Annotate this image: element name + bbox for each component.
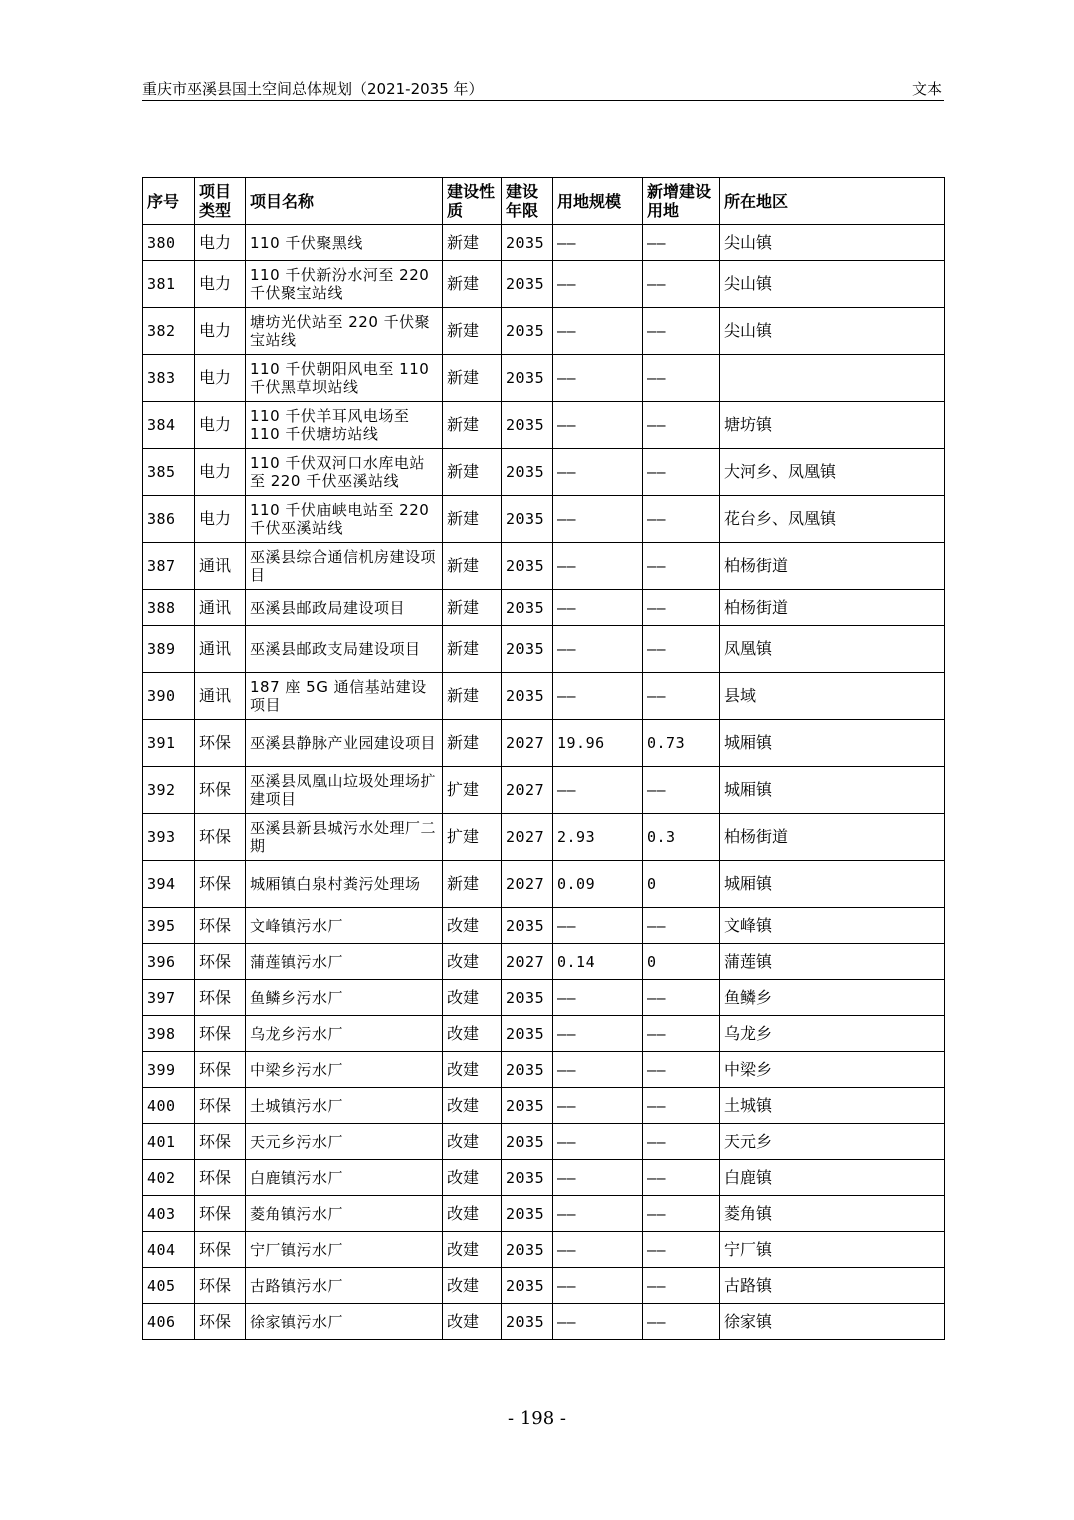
cell-id: 404 <box>143 1232 195 1268</box>
cell-location: 尖山镇 <box>720 261 945 308</box>
cell-land-scale: 0.09 <box>553 861 643 908</box>
cell-location: 城厢镇 <box>720 720 945 767</box>
cell-type: 通讯 <box>195 626 246 673</box>
cell-nature: 新建 <box>443 673 502 720</box>
cell-nature: 扩建 <box>443 814 502 861</box>
page-header <box>142 76 944 100</box>
cell-type: 环保 <box>195 1196 246 1232</box>
table-row <box>143 449 945 496</box>
cell-location: 大河乡、凤凰镇 <box>720 449 945 496</box>
cell-land-scale: —— <box>553 626 643 673</box>
page-number: - 198 - <box>508 1408 566 1429</box>
cell-type: 电力 <box>195 355 246 402</box>
cell-new-land: —— <box>643 767 720 814</box>
cell-land-scale: —— <box>553 1124 643 1160</box>
cell-new-land: —— <box>643 673 720 720</box>
cell-new-land: —— <box>643 308 720 355</box>
cell-year: 2035 <box>502 590 553 626</box>
cell-new-land: 0.3 <box>643 814 720 861</box>
cell-land-scale: —— <box>553 355 643 402</box>
cell-name: 巫溪县邮政支局建设项目 <box>246 626 443 673</box>
cell-year: 2035 <box>502 1016 553 1052</box>
table-row <box>143 1232 945 1268</box>
cell-nature: 改建 <box>443 1016 502 1052</box>
cell-id: 382 <box>143 308 195 355</box>
cell-new-land: —— <box>643 1196 720 1232</box>
cell-type: 环保 <box>195 1124 246 1160</box>
cell-year: 2035 <box>502 626 553 673</box>
cell-type: 电力 <box>195 496 246 543</box>
cell-name: 110 千伏聚黑线 <box>246 225 443 261</box>
cell-year: 2035 <box>502 1088 553 1124</box>
col-header-land-scale: 用地规模 <box>553 178 643 225</box>
cell-type: 环保 <box>195 944 246 980</box>
table-row <box>143 496 945 543</box>
cell-land-scale: —— <box>553 449 643 496</box>
table-row <box>143 814 945 861</box>
cell-id: 398 <box>143 1016 195 1052</box>
table-row <box>143 1160 945 1196</box>
cell-location: 土城镇 <box>720 1088 945 1124</box>
cell-nature: 新建 <box>443 261 502 308</box>
cell-nature: 新建 <box>443 543 502 590</box>
cell-location: 柏杨街道 <box>720 590 945 626</box>
cell-location: 花台乡、凤凰镇 <box>720 496 945 543</box>
cell-year: 2035 <box>502 225 553 261</box>
col-header-type: 项目类型 <box>195 178 246 225</box>
cell-id: 400 <box>143 1088 195 1124</box>
table-row <box>143 861 945 908</box>
cell-type: 环保 <box>195 1268 246 1304</box>
cell-land-scale: —— <box>553 261 643 308</box>
table-row <box>143 1268 945 1304</box>
cell-type: 通讯 <box>195 543 246 590</box>
cell-id: 395 <box>143 908 195 944</box>
cell-name: 徐家镇污水厂 <box>246 1304 443 1340</box>
cell-location: 鱼鳞乡 <box>720 980 945 1016</box>
table-row <box>143 543 945 590</box>
cell-location: 县域 <box>720 673 945 720</box>
cell-type: 环保 <box>195 1016 246 1052</box>
cell-new-land: —— <box>643 225 720 261</box>
cell-new-land: —— <box>643 355 720 402</box>
cell-name: 110 千伏羊耳风电场至 110 千伏塘坊站线 <box>246 402 443 449</box>
cell-land-scale: —— <box>553 1232 643 1268</box>
cell-new-land: —— <box>643 1160 720 1196</box>
cell-land-scale: —— <box>553 1088 643 1124</box>
cell-name: 城厢镇白泉村粪污处理场 <box>246 861 443 908</box>
table-row <box>143 673 945 720</box>
cell-location: 尖山镇 <box>720 308 945 355</box>
cell-location: 天元乡 <box>720 1124 945 1160</box>
cell-new-land: —— <box>643 1124 720 1160</box>
cell-nature: 改建 <box>443 908 502 944</box>
cell-year: 2035 <box>502 980 553 1016</box>
cell-nature: 新建 <box>443 626 502 673</box>
cell-nature: 改建 <box>443 1304 502 1340</box>
cell-type: 环保 <box>195 814 246 861</box>
table-row <box>143 1016 945 1052</box>
cell-name: 巫溪县静脉产业园建设项目 <box>246 720 443 767</box>
cell-nature: 新建 <box>443 449 502 496</box>
cell-year: 2035 <box>502 261 553 308</box>
table-row <box>143 1052 945 1088</box>
cell-location <box>720 355 945 402</box>
cell-year: 2035 <box>502 908 553 944</box>
cell-id: 405 <box>143 1268 195 1304</box>
cell-land-scale: —— <box>553 1196 643 1232</box>
cell-nature: 新建 <box>443 496 502 543</box>
cell-id: 389 <box>143 626 195 673</box>
cell-id: 388 <box>143 590 195 626</box>
cell-year: 2035 <box>502 402 553 449</box>
cell-year: 2027 <box>502 814 553 861</box>
table-row <box>143 944 945 980</box>
cell-type: 环保 <box>195 1232 246 1268</box>
cell-location: 柏杨街道 <box>720 543 945 590</box>
cell-id: 397 <box>143 980 195 1016</box>
cell-year: 2035 <box>502 449 553 496</box>
cell-year: 2027 <box>502 861 553 908</box>
cell-name: 187 座 5G 通信基站建设项目 <box>246 673 443 720</box>
cell-name: 110 千伏庙峡电站至 220 千伏巫溪站线 <box>246 496 443 543</box>
cell-id: 387 <box>143 543 195 590</box>
cell-land-scale: —— <box>553 590 643 626</box>
header-rule <box>142 100 944 101</box>
cell-nature: 新建 <box>443 861 502 908</box>
cell-year: 2027 <box>502 720 553 767</box>
col-header-name: 项目名称 <box>246 178 443 225</box>
table-row <box>143 767 945 814</box>
cell-name: 天元乡污水厂 <box>246 1124 443 1160</box>
cell-year: 2027 <box>502 944 553 980</box>
cell-year: 2035 <box>502 355 553 402</box>
cell-location: 文峰镇 <box>720 908 945 944</box>
cell-new-land: 0 <box>643 944 720 980</box>
cell-location: 凤凰镇 <box>720 626 945 673</box>
cell-year: 2027 <box>502 767 553 814</box>
table-header-row <box>143 178 945 225</box>
table-row <box>143 355 945 402</box>
cell-name: 巫溪县综合通信机房建设项目 <box>246 543 443 590</box>
cell-name: 菱角镇污水厂 <box>246 1196 443 1232</box>
cell-land-scale: —— <box>553 1268 643 1304</box>
cell-nature: 改建 <box>443 1088 502 1124</box>
cell-id: 402 <box>143 1160 195 1196</box>
cell-name: 土城镇污水厂 <box>246 1088 443 1124</box>
cell-id: 386 <box>143 496 195 543</box>
cell-name: 巫溪县邮政局建设项目 <box>246 590 443 626</box>
cell-name: 古路镇污水厂 <box>246 1268 443 1304</box>
cell-name: 巫溪县新县城污水处理厂二期 <box>246 814 443 861</box>
project-table <box>142 177 945 1340</box>
cell-land-scale: —— <box>553 767 643 814</box>
table-row <box>143 261 945 308</box>
cell-land-scale: —— <box>553 496 643 543</box>
cell-nature: 改建 <box>443 1232 502 1268</box>
cell-new-land: —— <box>643 1052 720 1088</box>
cell-land-scale: —— <box>553 1304 643 1340</box>
cell-name: 文峰镇污水厂 <box>246 908 443 944</box>
cell-year: 2035 <box>502 1232 553 1268</box>
cell-name: 110 千伏双河口水库电站至 220 千伏巫溪站线 <box>246 449 443 496</box>
cell-type: 环保 <box>195 861 246 908</box>
cell-land-scale: 0.14 <box>553 944 643 980</box>
cell-land-scale: —— <box>553 402 643 449</box>
table-row <box>143 402 945 449</box>
cell-location: 柏杨街道 <box>720 814 945 861</box>
cell-type: 电力 <box>195 308 246 355</box>
table-row <box>143 590 945 626</box>
cell-year: 2035 <box>502 1196 553 1232</box>
cell-id: 391 <box>143 720 195 767</box>
cell-type: 环保 <box>195 980 246 1016</box>
cell-nature: 新建 <box>443 590 502 626</box>
cell-id: 383 <box>143 355 195 402</box>
table-row <box>143 225 945 261</box>
cell-name: 乌龙乡污水厂 <box>246 1016 443 1052</box>
col-header-location: 所在地区 <box>720 178 945 225</box>
cell-id: 396 <box>143 944 195 980</box>
cell-name: 110 千伏朝阳风电至 110 千伏黑草坝站线 <box>246 355 443 402</box>
cell-new-land: —— <box>643 402 720 449</box>
cell-year: 2035 <box>502 496 553 543</box>
cell-id: 384 <box>143 402 195 449</box>
cell-name: 蒲莲镇污水厂 <box>246 944 443 980</box>
cell-new-land: —— <box>643 908 720 944</box>
cell-new-land: 0.73 <box>643 720 720 767</box>
cell-new-land: —— <box>643 590 720 626</box>
cell-nature: 新建 <box>443 308 502 355</box>
cell-type: 环保 <box>195 1088 246 1124</box>
cell-location: 蒲莲镇 <box>720 944 945 980</box>
col-header-nature: 建设性质 <box>443 178 502 225</box>
document-title: 重庆市巫溪县国土空间总体规划（2021-2035 年） <box>142 80 484 98</box>
table-row <box>143 1088 945 1124</box>
cell-land-scale: —— <box>553 980 643 1016</box>
cell-year: 2035 <box>502 543 553 590</box>
document-section-label: 文本 <box>911 80 942 98</box>
cell-nature: 改建 <box>443 944 502 980</box>
cell-nature: 扩建 <box>443 767 502 814</box>
cell-new-land: —— <box>643 1304 720 1340</box>
cell-nature: 改建 <box>443 1160 502 1196</box>
cell-new-land: —— <box>643 1088 720 1124</box>
cell-land-scale: 2.93 <box>553 814 643 861</box>
cell-location: 城厢镇 <box>720 767 945 814</box>
cell-nature: 新建 <box>443 355 502 402</box>
cell-land-scale: —— <box>553 1160 643 1196</box>
cell-name: 宁厂镇污水厂 <box>246 1232 443 1268</box>
cell-location: 乌龙乡 <box>720 1016 945 1052</box>
table-row <box>143 308 945 355</box>
cell-new-land: —— <box>643 1268 720 1304</box>
cell-year: 2035 <box>502 1304 553 1340</box>
cell-location: 古路镇 <box>720 1268 945 1304</box>
cell-location: 城厢镇 <box>720 861 945 908</box>
cell-land-scale: —— <box>553 908 643 944</box>
cell-id: 394 <box>143 861 195 908</box>
cell-id: 406 <box>143 1304 195 1340</box>
cell-id: 381 <box>143 261 195 308</box>
table-row <box>143 1304 945 1340</box>
cell-location: 尖山镇 <box>720 225 945 261</box>
cell-new-land: —— <box>643 1016 720 1052</box>
cell-land-scale: —— <box>553 673 643 720</box>
cell-location: 白鹿镇 <box>720 1160 945 1196</box>
cell-location: 宁厂镇 <box>720 1232 945 1268</box>
cell-type: 电力 <box>195 449 246 496</box>
cell-type: 环保 <box>195 1160 246 1196</box>
table-row <box>143 1196 945 1232</box>
cell-land-scale: —— <box>553 1052 643 1088</box>
table-row <box>143 1124 945 1160</box>
cell-id: 399 <box>143 1052 195 1088</box>
cell-name: 110 千伏新汾水河至 220 千伏聚宝站线 <box>246 261 443 308</box>
cell-new-land: —— <box>643 1232 720 1268</box>
cell-nature: 新建 <box>443 720 502 767</box>
cell-name: 巫溪县凤凰山垃圾处理场扩建项目 <box>246 767 443 814</box>
cell-new-land: —— <box>643 496 720 543</box>
cell-land-scale: —— <box>553 225 643 261</box>
cell-nature: 改建 <box>443 1196 502 1232</box>
cell-id: 393 <box>143 814 195 861</box>
cell-id: 403 <box>143 1196 195 1232</box>
cell-name: 塘坊光伏站至 220 千伏聚宝站线 <box>246 308 443 355</box>
cell-name: 中梁乡污水厂 <box>246 1052 443 1088</box>
cell-new-land: —— <box>643 543 720 590</box>
cell-type: 环保 <box>195 720 246 767</box>
cell-new-land: —— <box>643 449 720 496</box>
cell-location: 菱角镇 <box>720 1196 945 1232</box>
col-header-id: 序号 <box>143 178 195 225</box>
cell-type: 通讯 <box>195 673 246 720</box>
cell-new-land: —— <box>643 261 720 308</box>
col-header-new-land: 新增建设用地 <box>643 178 720 225</box>
cell-nature: 新建 <box>443 402 502 449</box>
cell-year: 2035 <box>502 673 553 720</box>
cell-land-scale: —— <box>553 308 643 355</box>
cell-new-land: 0 <box>643 861 720 908</box>
cell-land-scale: 19.96 <box>553 720 643 767</box>
cell-location: 徐家镇 <box>720 1304 945 1340</box>
col-header-year: 建设年限 <box>502 178 553 225</box>
cell-type: 通讯 <box>195 590 246 626</box>
cell-nature: 改建 <box>443 1124 502 1160</box>
cell-type: 环保 <box>195 1052 246 1088</box>
cell-type: 电力 <box>195 261 246 308</box>
cell-type: 环保 <box>195 767 246 814</box>
cell-type: 环保 <box>195 908 246 944</box>
cell-land-scale: —— <box>553 1016 643 1052</box>
cell-year: 2035 <box>502 1052 553 1088</box>
cell-year: 2035 <box>502 308 553 355</box>
cell-location: 中梁乡 <box>720 1052 945 1088</box>
table-row <box>143 908 945 944</box>
cell-land-scale: —— <box>553 543 643 590</box>
cell-new-land: —— <box>643 626 720 673</box>
cell-year: 2035 <box>502 1124 553 1160</box>
table-row <box>143 626 945 673</box>
cell-type: 电力 <box>195 402 246 449</box>
table-body <box>143 225 945 1340</box>
cell-name: 鱼鳞乡污水厂 <box>246 980 443 1016</box>
table-row <box>143 980 945 1016</box>
cell-new-land: —— <box>643 980 720 1016</box>
table-row <box>143 720 945 767</box>
cell-id: 401 <box>143 1124 195 1160</box>
cell-year: 2035 <box>502 1160 553 1196</box>
cell-name: 白鹿镇污水厂 <box>246 1160 443 1196</box>
cell-id: 390 <box>143 673 195 720</box>
cell-type: 环保 <box>195 1304 246 1340</box>
cell-id: 380 <box>143 225 195 261</box>
cell-nature: 改建 <box>443 1268 502 1304</box>
cell-nature: 新建 <box>443 225 502 261</box>
cell-id: 392 <box>143 767 195 814</box>
cell-year: 2035 <box>502 1268 553 1304</box>
cell-id: 385 <box>143 449 195 496</box>
cell-type: 电力 <box>195 225 246 261</box>
cell-nature: 改建 <box>443 980 502 1016</box>
cell-nature: 改建 <box>443 1052 502 1088</box>
cell-location: 塘坊镇 <box>720 402 945 449</box>
